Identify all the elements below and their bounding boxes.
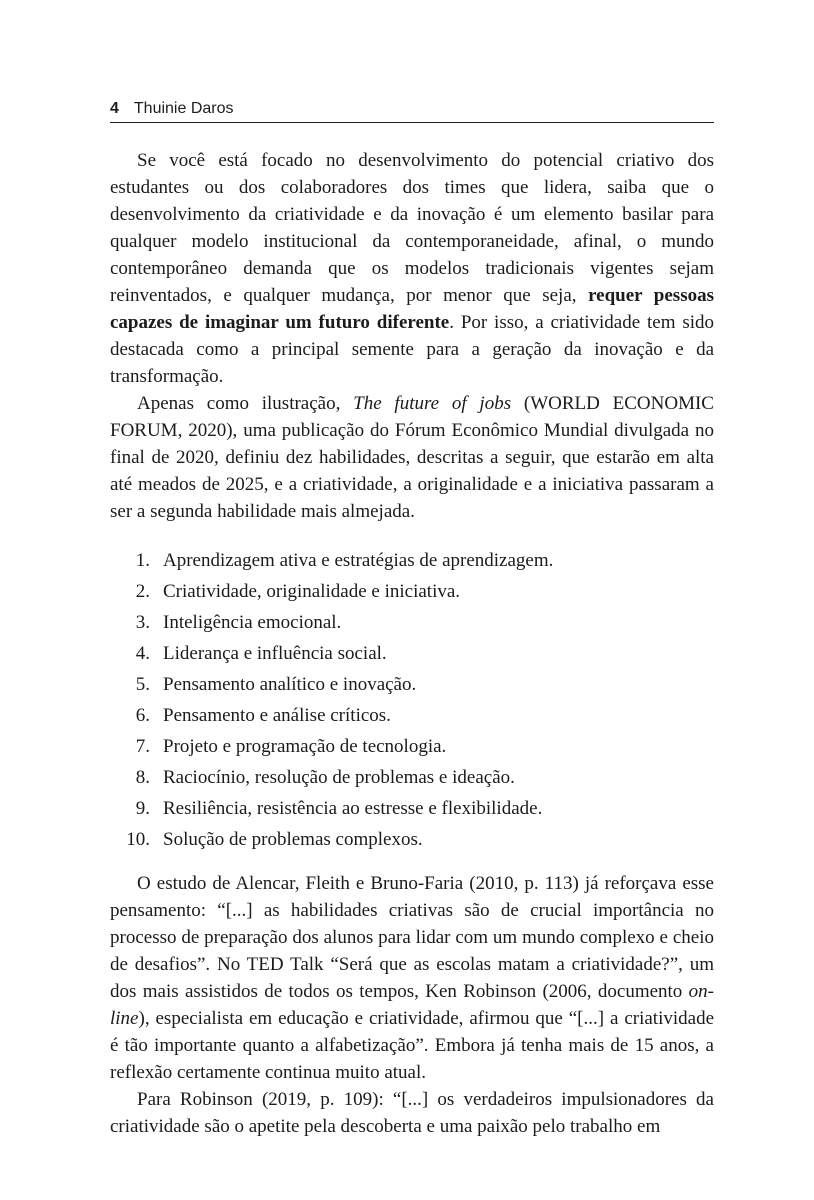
list-item-text: Solução de problemas complexos. [163, 829, 423, 850]
paragraph [110, 1086, 714, 1140]
body-text: Para Robinson (2019, p. 109): “[...] os verdadeiros impulsionadores da criatividade são o apetite pela descoberta e uma paixão pelo trabalho em [110, 1089, 714, 1137]
paragraph [110, 147, 714, 390]
paragraph [110, 870, 714, 1086]
page-header [110, 100, 714, 123]
body-text: (WORLD ECONOMIC FORUM, 2020), uma publicação do Fórum Econômico Mundial divulgada no final de 2020, definiu dez habilidades, descritas a seguir, que estarão em alta até meados de 2025, e a criatividade, a originalidade e a iniciativa passaram a ser a segunda habilidade mais almejada. [110, 393, 714, 522]
list-item-text: Pensamento e análise críticos. [163, 705, 391, 726]
body-text: . Por isso, a criatividade tem sido destacada como a principal semente para a geração da inovação e da transformação. [110, 312, 715, 387]
bold-text: requer pessoas capazes de imaginar um futuro diferente [110, 285, 714, 333]
list-item [110, 578, 714, 605]
list-item-text: Inteligência emocional. [163, 612, 342, 633]
list-item-number: 4. [135, 643, 150, 664]
list-item [110, 795, 714, 822]
list-item [110, 733, 714, 760]
list-item [110, 764, 714, 791]
list-item [110, 609, 714, 636]
list-item-number: 10. [126, 829, 150, 850]
list-item-number: 7. [135, 736, 150, 757]
list-item [110, 640, 714, 667]
italic-text: The future of jobs [353, 393, 512, 414]
list-item-number: 9. [135, 798, 150, 819]
list-item-number: 2. [135, 581, 150, 602]
body-text: Apenas como ilustração, [137, 393, 354, 414]
body-text: ), especialista em educação e criatividade, afirmou que “[...] a criatividade é tão importante quanto a alfabetização”. Embora já tenha mais de 15 anos, a reflexão certamente continua muito atual. [110, 1008, 714, 1083]
list-item-number: 6. [135, 705, 150, 726]
body-text: O estudo de Alencar, Fleith e Bruno-Faria (2010, p. 113) já reforçava esse pensamento: “[...] as habilidades criativas são de crucial importância no processo de preparação dos alunos para lidar com um mundo complexo e cheio de desafios”. No TED Talk “Será que as escolas matam a criatividade?”, um dos mais assistidos de todos os tempos, Ken Robinson (2006, documento [110, 873, 714, 1002]
paragraph [110, 390, 714, 525]
list-item-text: Raciocínio, resolução de problemas e ideação. [163, 767, 515, 788]
list-item-text: Aprendizagem ativa e estratégias de aprendizagem. [163, 550, 554, 571]
list-item-number: 5. [135, 674, 150, 695]
skills-numbered-list [110, 547, 714, 853]
list-item-number: 1. [135, 550, 150, 571]
list-item-number: 8. [135, 767, 150, 788]
list-item [110, 671, 714, 698]
running-title: Thuinie Daros [133, 100, 234, 117]
content-blocks [110, 147, 714, 1140]
list-item-text: Liderança e influência social. [163, 643, 387, 664]
page-number: 4 [110, 100, 119, 117]
italic-text: on-line [110, 981, 714, 1029]
list-item-text: Pensamento analítico e inovação. [163, 674, 417, 695]
list-item-number: 3. [135, 612, 150, 633]
body-text: Se você está focado no desenvolvimento do potencial criativo dos estudantes ou dos colaboradores dos times que lidera, saiba que o desenvolvimento da criatividade e da inovação é um elemento basilar para qualquer modelo institucional da contemporaneidade, afinal, o mundo contemporâneo demanda que os modelos tradicionais vigentes sejam reinventados, e qualquer mudança, por menor que seja, [110, 150, 714, 306]
list-item-text: Projeto e programação de tecnologia. [163, 736, 447, 757]
list-item [110, 547, 714, 574]
list-item-text: Criatividade, originalidade e iniciativa. [163, 581, 461, 602]
list-item [110, 702, 714, 729]
list-item-text: Resiliência, resistência ao estresse e flexibilidade. [163, 798, 543, 819]
list-item [110, 826, 714, 853]
